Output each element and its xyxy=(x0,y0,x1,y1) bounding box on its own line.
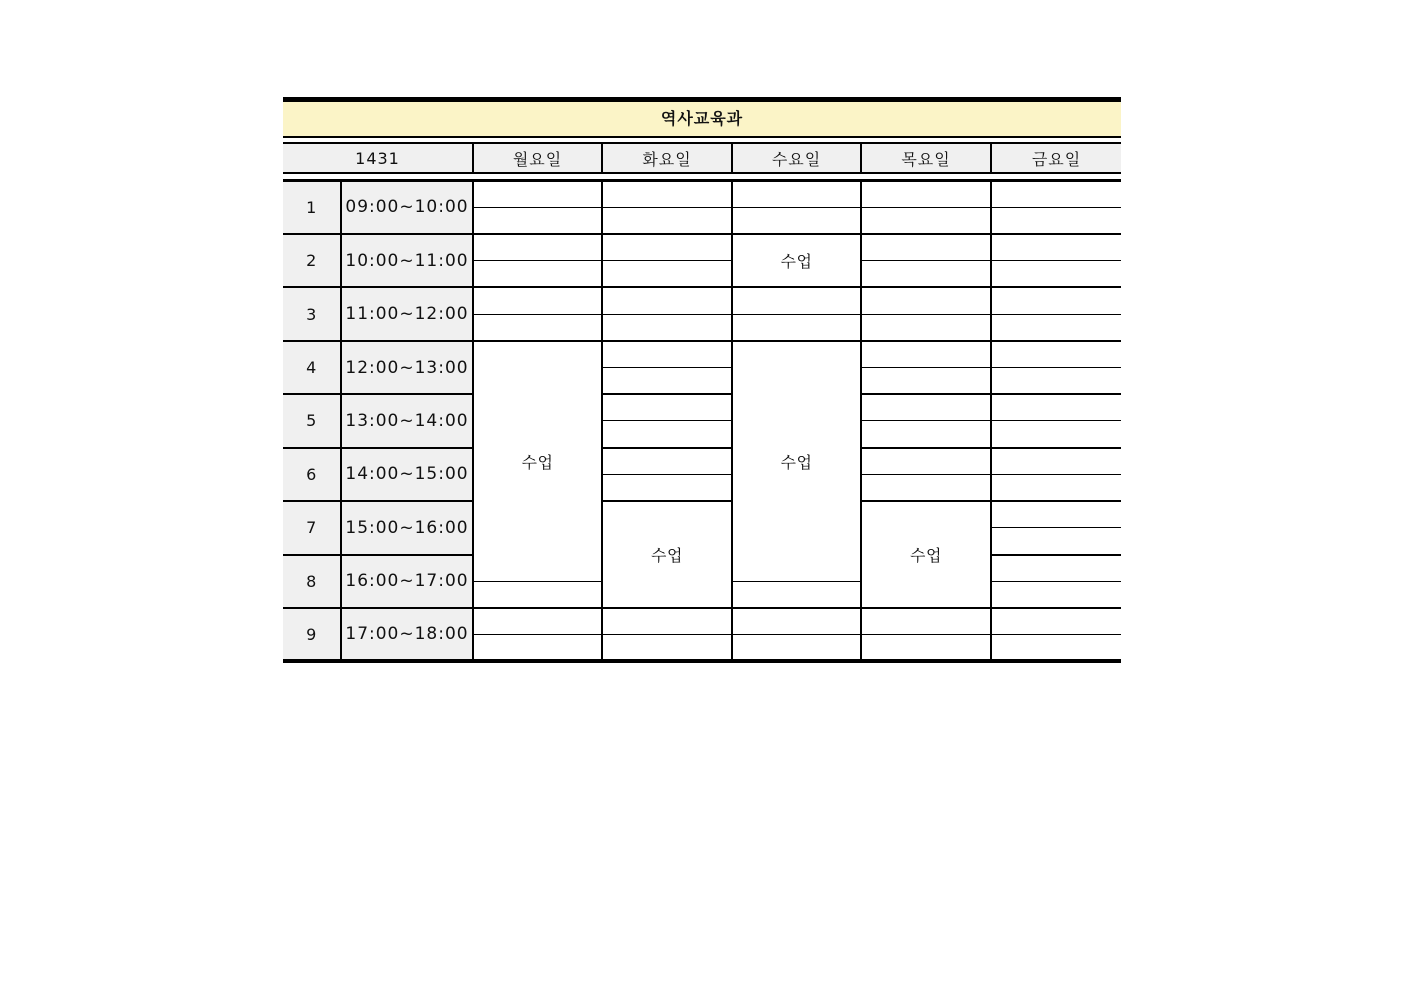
slot-cell xyxy=(991,207,1121,234)
time-cell: 12:00~13:00 xyxy=(341,341,473,394)
slot-cell xyxy=(473,234,602,261)
slot-cell xyxy=(602,287,732,314)
slot-cell xyxy=(861,314,991,341)
halfrow xyxy=(283,608,1121,635)
slot-cell xyxy=(861,287,991,314)
slot-cell xyxy=(732,635,861,662)
slot-cell xyxy=(602,448,732,475)
slot-cell xyxy=(732,581,861,608)
slot-cell xyxy=(602,181,732,208)
slot-cell xyxy=(861,448,991,475)
slot-cell xyxy=(991,314,1121,341)
slot-cell xyxy=(473,207,602,234)
slot-cell xyxy=(991,341,1121,368)
slot-cell xyxy=(991,261,1121,288)
slot-cell xyxy=(991,181,1121,208)
slot-cell xyxy=(732,314,861,341)
slot-cell xyxy=(861,635,991,662)
slot-cell xyxy=(861,421,991,448)
slot-cell xyxy=(861,261,991,288)
timetable-title: 역사교육과 xyxy=(283,97,1121,138)
class-block-cell: 수업 xyxy=(861,501,991,608)
period-number-cell: 4 xyxy=(283,341,341,394)
class-block-cell: 수업 xyxy=(473,341,602,581)
class-block-cell: 수업 xyxy=(732,234,861,287)
slot-cell xyxy=(602,474,732,501)
slot-cell xyxy=(602,261,732,288)
slot-cell xyxy=(861,181,991,208)
slot-cell xyxy=(473,287,602,314)
slot-cell xyxy=(991,448,1121,475)
slot-cell xyxy=(861,234,991,261)
slot-cell xyxy=(732,608,861,635)
slot-cell xyxy=(473,581,602,608)
header-day-tuesday: 화요일 xyxy=(602,143,732,173)
period-number-cell: 9 xyxy=(283,608,341,661)
header-day-wednesday: 수요일 xyxy=(732,143,861,173)
class-block-cell: 수업 xyxy=(732,341,861,581)
slot-cell xyxy=(991,234,1121,261)
slot-cell xyxy=(602,635,732,662)
period-number-cell: 6 xyxy=(283,448,341,501)
slot-cell xyxy=(991,287,1121,314)
slot-cell xyxy=(991,555,1121,582)
slot-cell xyxy=(732,207,861,234)
slot-cell xyxy=(861,394,991,421)
header-day-monday: 월요일 xyxy=(473,143,602,173)
time-cell: 10:00~11:00 xyxy=(341,234,473,287)
header-day-friday: 금요일 xyxy=(991,143,1121,173)
time-cell: 13:00~14:00 xyxy=(341,394,473,447)
time-cell: 15:00~16:00 xyxy=(341,501,473,554)
slot-cell xyxy=(473,261,602,288)
time-cell: 14:00~15:00 xyxy=(341,448,473,501)
slot-cell xyxy=(732,181,861,208)
slot-cell xyxy=(991,394,1121,421)
time-cell: 17:00~18:00 xyxy=(341,608,473,661)
slot-cell xyxy=(991,635,1121,662)
period-number-cell: 8 xyxy=(283,555,341,608)
slot-cell xyxy=(473,181,602,208)
slot-cell xyxy=(473,635,602,662)
slot-cell xyxy=(991,528,1121,555)
halfrow xyxy=(283,394,1121,421)
slot-cell xyxy=(991,501,1121,528)
slot-cell xyxy=(861,608,991,635)
halfrow xyxy=(283,234,1121,261)
slot-cell xyxy=(602,608,732,635)
time-cell: 09:00~10:00 xyxy=(341,181,473,234)
timetable-body xyxy=(283,179,1121,663)
slot-cell xyxy=(473,314,602,341)
slot-cell xyxy=(991,581,1121,608)
period-number-cell: 1 xyxy=(283,181,341,234)
header-code-cell: 1431 xyxy=(283,143,473,173)
halfrow xyxy=(283,501,1121,528)
class-block-cell: 수업 xyxy=(602,501,732,608)
slot-cell xyxy=(861,368,991,395)
halfrow xyxy=(283,181,1121,208)
slot-cell xyxy=(602,314,732,341)
slot-cell xyxy=(991,421,1121,448)
slot-cell xyxy=(991,368,1121,395)
halfrow xyxy=(283,341,1121,368)
slot-cell xyxy=(991,608,1121,635)
period-number-cell: 7 xyxy=(283,501,341,554)
slot-cell xyxy=(473,608,602,635)
slot-cell xyxy=(602,234,732,261)
halfrow xyxy=(283,287,1121,314)
header-row xyxy=(283,143,1121,173)
timetable xyxy=(283,97,1121,663)
slot-cell xyxy=(602,394,732,421)
slot-cell xyxy=(602,341,732,368)
timetable-header xyxy=(283,142,1121,174)
slot-cell xyxy=(861,341,991,368)
period-number-cell: 5 xyxy=(283,394,341,447)
slot-cell xyxy=(602,207,732,234)
slot-cell xyxy=(602,421,732,448)
period-number-cell: 2 xyxy=(283,234,341,287)
slot-cell xyxy=(732,287,861,314)
time-cell: 11:00~12:00 xyxy=(341,287,473,340)
slot-cell xyxy=(861,474,991,501)
header-day-thursday: 목요일 xyxy=(861,143,991,173)
slot-cell xyxy=(861,207,991,234)
slot-cell xyxy=(602,368,732,395)
time-cell: 16:00~17:00 xyxy=(341,555,473,608)
period-number-cell: 3 xyxy=(283,287,341,340)
halfrow xyxy=(283,448,1121,475)
slot-cell xyxy=(991,474,1121,501)
